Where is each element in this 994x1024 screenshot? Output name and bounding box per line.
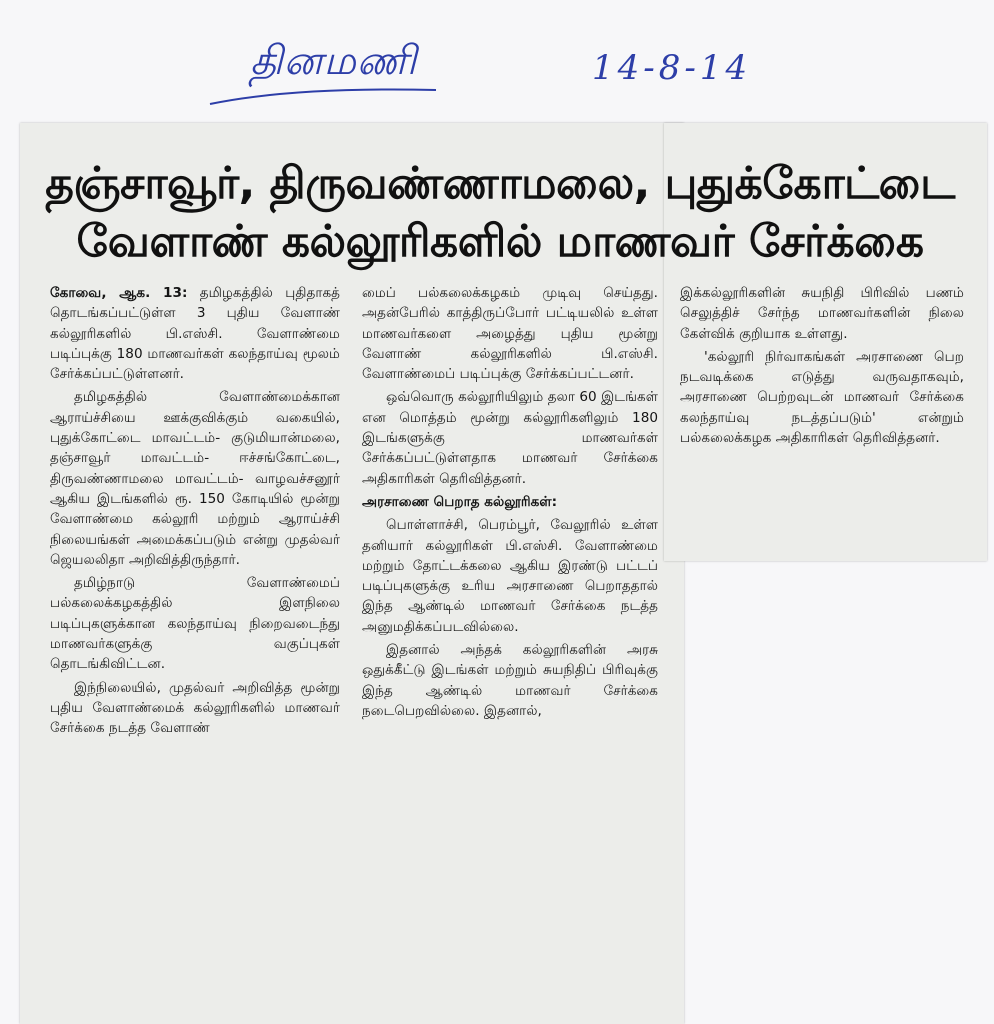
headline-line-1: தஞ்சாவூர், திருவண்ணாமலை, புதுக்கோட்டை (45, 158, 955, 209)
article-paragraph: ஒவ்வொரு கல்லூரியிலும் தலா 60 இடங்கள் என மொத்தம் மூன்று கல்லூரிகளிலும் 180 இடங்களுக்கு மாணவர்கள் சேர்க்கப்பட்டுள்ளதாக மாணவர் சேர்க்கை அதிகாரிகள் தெரிவித்தனர். (362, 389, 658, 487)
headline-line-2: வேளாண் கல்லூரிகளில் மாணவர் சேர்க்கை (76, 216, 924, 267)
article-paragraph: 'கல்லூரி நிர்வாகங்கள் அரசாணை பெற நடவடிக்கை எடுத்து வருவதாகவும், அரசாணை பெற்றவுடன் மாணவர் சேர்க்கை கலந்தாய்வு நடத்தப்படும்' என்றும் பல்கலைக்கழக அதிகாரிகள் தெரிவித்தனர். (680, 348, 964, 447)
article-paragraph: இக்கல்லூரிகளின் சுயநிதி பிரிவில் பணம் செலுத்திச் சேர்ந்த மாணவர்களின் நிலை கேள்விக் குறியாக உள்ளது. (680, 285, 964, 342)
article-paragraph: மைப் பல்கலைக்கழகம் முடிவு செய்தது. அதன்பேரில் காத்திருப்போர் பட்டியலில் உள்ள மாணவர்களை அழைத்து புதிய மூன்று வேளாண் கல்லூரிகளில் பி.எஸ்சி. வேளாண்மைப் படிப்புக்கு சேர்க்கப்பட்டனர். (362, 285, 658, 383)
article-paragraph: இதனால் அந்தக் கல்லூரிகளின் அரசு ஒதுக்கீட்டு இடங்கள் மற்றும் சுயநிதிப் பிரிவுக்கு இந்த ஆண்டில் மாணவர் சேர்க்கை நடைபெறவில்லை. இதனால், (362, 642, 658, 719)
article-subheading: அரசாணை பெறாத கல்லூரிகள்: (362, 493, 558, 510)
handwritten-masthead: தினமணி (250, 38, 418, 84)
article-column-2 (362, 283, 658, 724)
article-column-3 (680, 283, 964, 451)
dateline: கோவை, ஆக. 13: (50, 285, 188, 301)
handwritten-underline-stroke (208, 86, 438, 108)
article-paragraph: இந்நிலையில், முதல்வர் அறிவித்த மூன்று புதிய வேளாண்மைக் கல்லூரிகளில் மாணவர் சேர்க்கை நடத்த வேளாண் (50, 679, 340, 737)
article-column-1 (50, 283, 340, 742)
handwritten-date: 14-8-14 (592, 48, 752, 88)
article-paragraph: தமிழகத்தில் வேளாண்மைக்கான ஆராய்ச்சியை ஊக்குவிக்கும் வகையில், புதுக்கோட்டை மாவட்டம்- குடுமியான்மலை, தஞ்சாவூர் மாவட்டம்- ஈச்சங்கோட்டை, திருவண்ணாமலை மாவட்டம்- வாழவச்சனூர் ஆகிய இடங்களில் ரூ. 150 கோடியில் மூன்று வேளாண்மை கல்லூரி மற்றும் ஆராய்ச்சி நிலையங்கள் அமைக்கப்படும் என்று முதல்வர் ஜெயலலிதா அறிவித்திருந்தார். (50, 389, 340, 568)
article-paragraph: பொள்ளாச்சி, பெரம்பூர், வேலூரில் உள்ள தனியார் கல்லூரிகள் பி.எஸ்சி. வேளாண்மை மற்றும் தோட்டக்கலை ஆகிய இரண்டு பட்டப் படிப்புகளுக்கு உரிய அரசாணை பெறாததால் இந்த ஆண்டில் மாணவர் சேர்க்கை நடத்த அனுமதிக்கப்படவில்லை. (362, 517, 658, 635)
paragraph-text: தமிழகத்தில் புதிதாகத் தொடங்கப்பட்டுள்ள 3 புதிய வேளாண் கல்லூரிகளில் பி.எஸ்சி. வேளாண்மை படிப்புக்கு 180 மாணவர்கள் கலந்தாய்வு மூலம் சேர்க்கப்பட்டுள்ளனர். (50, 285, 340, 383)
article-paragraph (50, 283, 340, 384)
article-paragraph: தமிழ்நாடு வேளாண்மைப் பல்கலைக்கழகத்தில் இளநிலை படிப்புகளுக்கான கலந்தாய்வு நிறைவடைந்து மாணவர்களுக்கு வகுப்புகள் தொடங்கிவிட்டன. (50, 575, 340, 673)
